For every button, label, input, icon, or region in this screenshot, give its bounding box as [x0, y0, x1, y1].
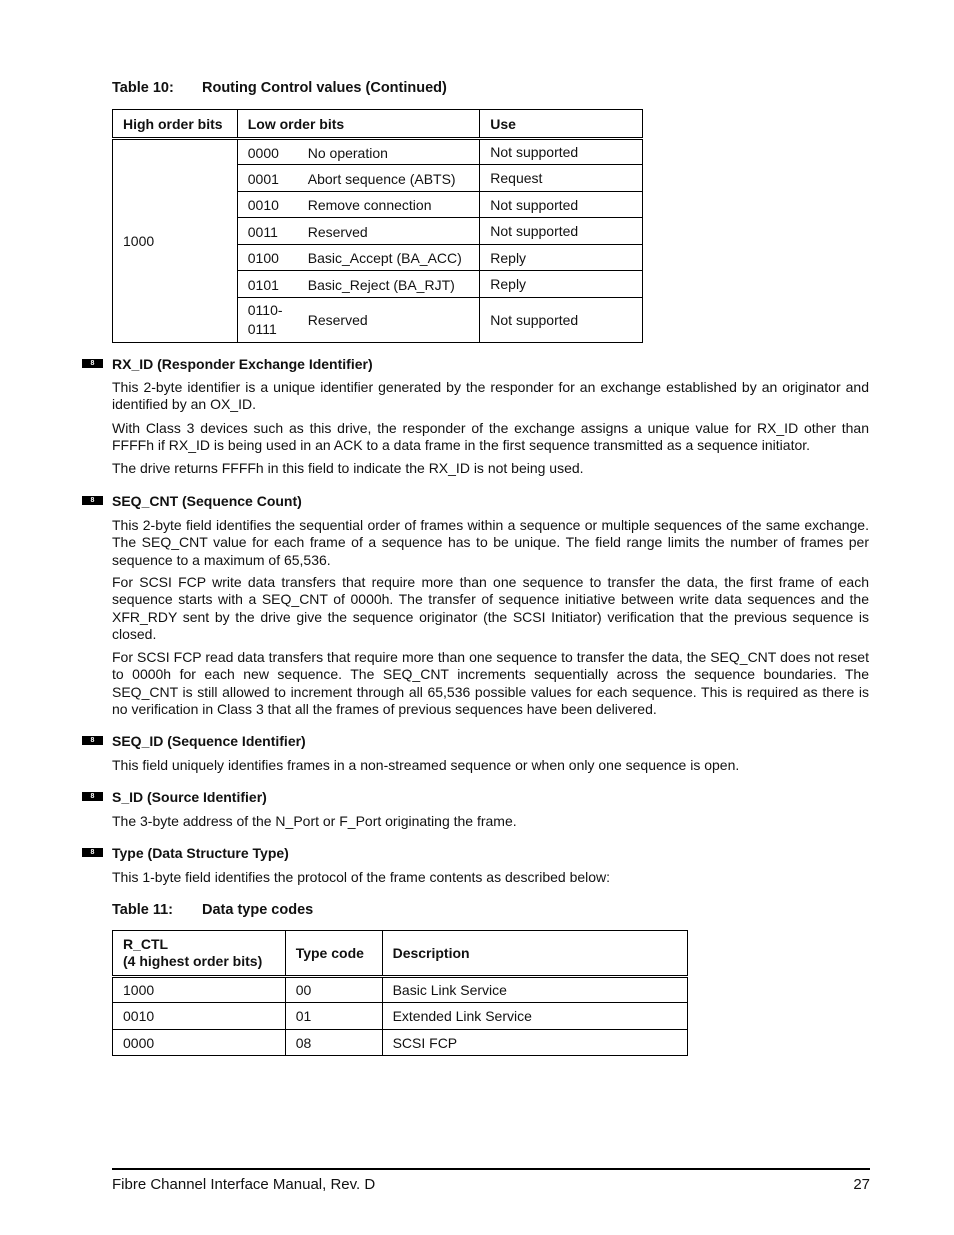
low-code-start: 0110- [247, 302, 283, 318]
table10-header-use: Use [480, 110, 643, 139]
rx-id-heading: RX_ID (Responder Exchange Identifier) [112, 356, 373, 372]
rctl-cell: 0010 [113, 1003, 286, 1030]
table11-header-row [113, 931, 688, 977]
low-code-end: 0111 [247, 321, 277, 337]
low-name: Basic_Reject (BA_RJT) [307, 276, 455, 293]
bullet-marker: 8 [82, 792, 103, 801]
low-code: 0100 [247, 250, 279, 267]
bullet-marker: 8 [82, 736, 103, 745]
rctl-header-line1: R_CTL [123, 936, 169, 952]
seq-cnt-para-1: This 2-byte field identifies the sequential order of frames within a sequence or multiple sequences of the same exchange. The SEQ_CNT value for each frame of a sequence has to be unique. The field range limits the number of frames per sequence to a maximum of 65,536. [112, 517, 869, 568]
rctl-cell: 1000 [113, 977, 286, 1003]
bullet-marker: 8 [82, 359, 103, 368]
type-heading: Type (Data Structure Type) [112, 845, 289, 861]
table10-low-cell [237, 298, 480, 343]
table11-caption [112, 902, 313, 918]
use-cell: Not supported [480, 218, 643, 245]
table10-low-cell [237, 139, 480, 165]
table10-header-high: High order bits [113, 110, 238, 139]
table10 [112, 109, 643, 343]
table11-header-desc: Description [382, 931, 687, 977]
table10-low-cell [237, 165, 480, 192]
rx-id-para-3: The drive returns FFFFh in this field to indicate the RX_ID is not being used. [112, 460, 584, 476]
s-id-para: The 3-byte address of the N_Port or F_Port originating the frame. [112, 813, 517, 829]
table-row [113, 139, 643, 165]
footer-title: Fibre Channel Interface Manual, Rev. D [112, 1176, 376, 1193]
table-row [113, 1003, 688, 1030]
seq-cnt-para-2: For SCSI FCP write data transfers that require more than one sequence to transfer the data, the first frame of each sequence starts with a SEQ_CNT of 0000h. The transfer of sequence initiative between write data sequences and the XFR_RDY sent by the drive give the sequence originator (the SCSI Initiator) verification that the previous sequence is closed. [112, 574, 869, 642]
table11-header-type: Type code [285, 931, 382, 977]
low-name: Basic_Accept (BA_ACC) [307, 250, 462, 267]
table10-low-cell [237, 218, 480, 245]
table-row [113, 1030, 688, 1056]
table10-low-cell [237, 192, 480, 218]
table10-header-row [113, 110, 643, 139]
table11-header-rctl [113, 931, 286, 977]
low-name: Abort sequence (ABTS) [307, 170, 456, 187]
table10-caption-title: Routing Control values (Continued) [202, 80, 447, 96]
low-name: Remove connection [307, 197, 432, 214]
use-cell: Not supported [480, 298, 643, 343]
table11-caption-label: Table 11: [112, 902, 173, 918]
rx-id-para-2: With Class 3 devices such as this drive, the responder of the exchange assigns a unique value for RX_ID other than FFFFh if RX_ID is being used in an ACK to a data frame in the first sequence transmitted as a sequence initiator. [112, 420, 869, 454]
seq-id-para: This field uniquely identifies frames in a non-streamed sequence or when only one sequence is open. [112, 757, 740, 773]
type-code-cell: 08 [285, 1030, 382, 1056]
seq-id-heading: SEQ_ID (Sequence Identifier) [112, 733, 306, 749]
type-para: This 1-byte field identifies the protocol of the frame contents as described below: [112, 869, 611, 885]
low-code-range [248, 301, 308, 339]
rctl-cell: 0000 [113, 1030, 286, 1056]
table-row [113, 977, 688, 1003]
use-cell: Reply [480, 245, 643, 271]
footer-divider [112, 1168, 870, 1170]
low-name: Reserved [307, 312, 368, 328]
low-code: 0011 [247, 223, 278, 240]
table11-caption-title: Data type codes [202, 902, 314, 918]
type-code-cell: 01 [285, 1003, 382, 1030]
low-code: 0101 [247, 276, 279, 293]
low-name: Reserved [307, 223, 368, 240]
seq-cnt-heading: SEQ_CNT (Sequence Count) [112, 493, 302, 509]
table10-high-bits: 1000 [113, 139, 238, 343]
description-cell: Basic Link Service [382, 977, 687, 1003]
rx-id-para-1: This 2-byte identifier is a unique identifier generated by the responder for an exchange established by an originator and identified by an OX_ID. [112, 379, 869, 413]
description-cell: Extended Link Service [382, 1003, 687, 1030]
table10-caption [112, 80, 447, 96]
s-id-heading: S_ID (Source Identifier) [112, 789, 267, 805]
table10-low-cell [237, 271, 480, 298]
description-cell: SCSI FCP [382, 1030, 687, 1056]
table11 [112, 930, 688, 1056]
low-code: 0001 [247, 170, 279, 187]
low-code: 0000 [247, 144, 279, 161]
use-cell: Not supported [480, 192, 643, 218]
table10-caption-label: Table 10: [112, 80, 174, 96]
low-name: No operation [307, 144, 388, 161]
rctl-header-line2: (4 highest order bits) [123, 953, 263, 969]
page-number: 27 [853, 1176, 870, 1193]
table10-low-cell [237, 245, 480, 271]
low-code: 0010 [247, 197, 279, 214]
use-cell: Request [480, 165, 643, 192]
bullet-marker: 8 [82, 496, 103, 505]
use-cell: Not supported [480, 139, 643, 165]
seq-cnt-para-3: For SCSI FCP read data transfers that require more than one sequence to transfer the data, the SEQ_CNT does not reset to 0000h for each new sequence. The SEQ_CNT increments sequentially across the sequence boundaries. The SEQ_CNT is still allowed to increment through all 65,536 possible values for each sequence. This is required as there is no verification in Class 3 that all the frames of previous sequences have been delivered. [112, 649, 869, 717]
bullet-marker: 8 [82, 848, 103, 857]
use-cell: Reply [480, 271, 643, 298]
table10-header-low: Low order bits [237, 110, 480, 139]
type-code-cell: 00 [285, 977, 382, 1003]
